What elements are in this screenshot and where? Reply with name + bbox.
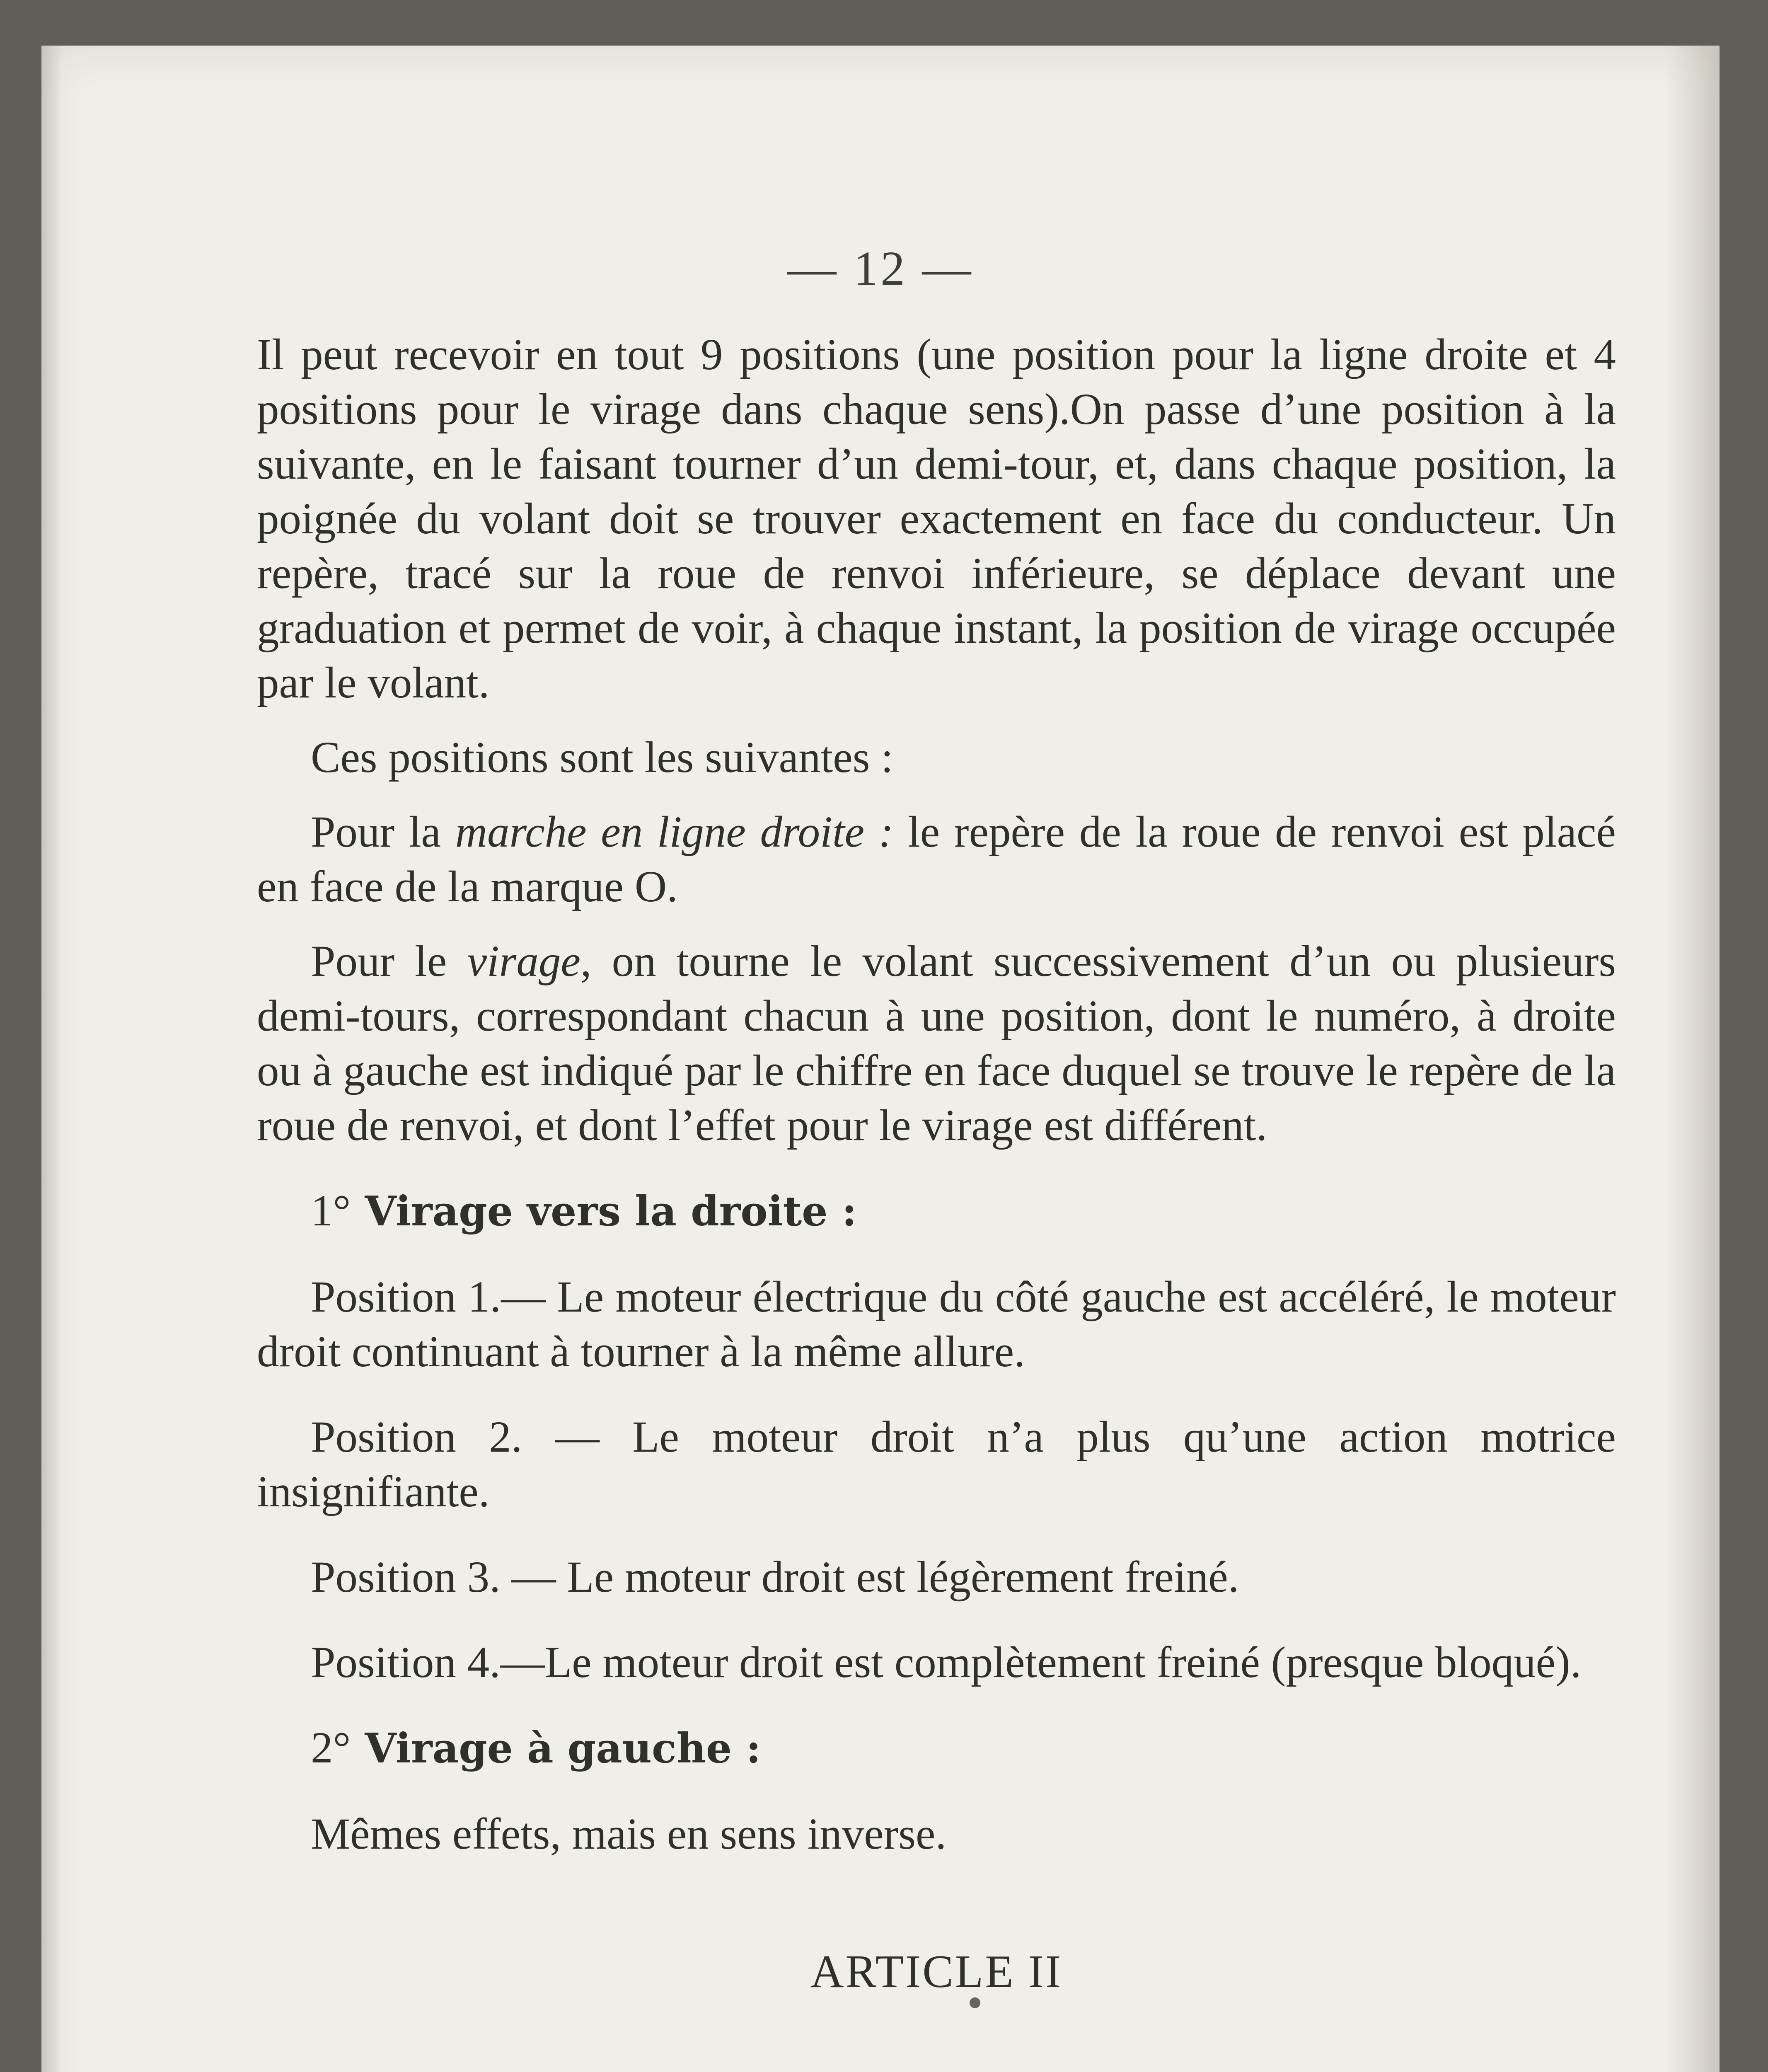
straight-line-text: le repère de la roue de renvoi est placé en face de la marque O. xyxy=(257,808,1616,911)
straight-line-lead: Pour la xyxy=(311,808,455,857)
paragraph-positions-list-intro: Ces positions sont les suivantes : xyxy=(311,733,893,782)
paragraph-position-4: Position 4.—Le moteur droit est complètement freiné (presque bloqué). xyxy=(311,1638,1582,1687)
heading-turn-right-text: Virage vers la droite : xyxy=(351,1188,857,1235)
page-number: — 12 — xyxy=(787,241,974,295)
paragraph-positions-intro: Il peut recevoir en tout 9 positions (une position pour la ligne droite et 4 positions pour le virage dans chaque sens).On passe d’une position à la suivante, en le faisant tourner d’un demi-tour, et, dans chaque position, la poignée du volant doit se trouver exactement en face du conducteur. Un repère, tracé sur la roue de renvoi inférieure, se déplace devant une graduation et permet de voir, à chaque instant, la position de virage occupée par le volant. xyxy=(257,330,1616,707)
page-edge-shadow xyxy=(1666,46,1720,2072)
paragraph-same-effects: Mêmes effets, mais en sens inverse. xyxy=(311,1810,947,1859)
paragraph-position-3: Position 3. — Le moteur droit est légèrement freiné. xyxy=(311,1553,1239,1602)
paragraph-straight-line xyxy=(257,805,1616,914)
heading-turn-left-number: 2° xyxy=(311,1723,351,1772)
paragraph-turning xyxy=(257,934,1616,1153)
turning-lead: Pour le xyxy=(311,937,467,986)
turning-term: virage xyxy=(467,937,580,986)
page-binding-shadow xyxy=(41,46,62,2072)
heading-turn-left xyxy=(257,1721,1616,1776)
body-text xyxy=(257,327,1616,2072)
heading-turn-left-text: Virage à gauche : xyxy=(351,1725,761,1772)
straight-line-term: marche en ligne droite : xyxy=(455,808,894,857)
paragraph-position-2: Position 2. — Le moteur droit n’a plus qu’une action motrice insignifiante. xyxy=(257,1413,1616,1516)
heading-turn-right-number: 1° xyxy=(311,1186,351,1235)
article-title: ARTICLE II xyxy=(810,1946,1063,1997)
turning-text: , on tourne le volant successivement d’un ou plusieurs demi-tours, correspondant chacun à une position, dont le numéro, à droite ou à gauche est indiqué par le chiffre en face duquel se trouve le repère de la roue de renvoi, et dont l’effet pour le virage est différent. xyxy=(257,937,1616,1150)
heading-turn-right xyxy=(257,1184,1616,1239)
paragraph-position-1: Position 1.— Le moteur électrique du côté gauche est accéléré, le moteur droit continuant à tourner à la même allure. xyxy=(257,1273,1616,1376)
